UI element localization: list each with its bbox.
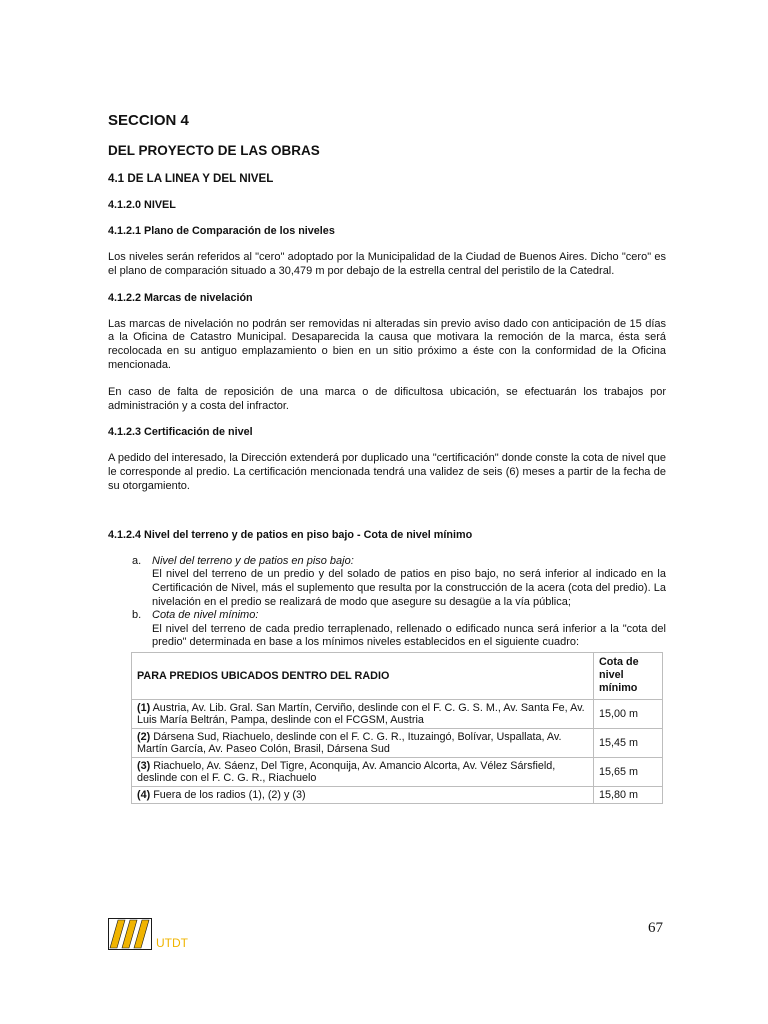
paragraph-marcas-1: Las marcas de nivelación no podrán ser removidas ni alteradas sin previo aviso dado con anticipación de 15 días a la Oficina de Catastro Municipal. Desaparecida la causa que motivara la remoción de la marca, ésta será recolocada en su antiguo emplazamiento o bien en un sitio próximo a éste con la conformidad de la Oficina mencionada. xyxy=(108,317,666,371)
row-description xyxy=(132,757,594,786)
row-number: (4) xyxy=(137,788,151,801)
spacer xyxy=(108,507,666,529)
paragraph-plano-comparacion: Los niveles serán referidos al "cero" adoptado por la Municipalidad de la Ciudad de Buenos Aires. Dicho "cero" es el plano de comparación situado a 30,479 m por debajo de la estrella central del peristilo de la Catedral. xyxy=(108,251,666,277)
footer-brand: UTDT xyxy=(156,936,188,950)
list-item-title: Nivel del terreno y de patios en piso bajo: xyxy=(152,554,354,567)
subsection-4-1-2-0-title: 4.1.2.0 NIVEL xyxy=(108,199,176,211)
subsection-4-1-2-1-title: 4.1.2.1 Plano de Comparación de los niveles xyxy=(108,225,335,237)
row-cota: 15,00 m xyxy=(594,699,663,728)
utdt-logo-icon xyxy=(108,918,152,950)
alpha-list xyxy=(108,555,666,650)
table-row xyxy=(132,757,663,786)
row-text: Dársena Sud, Riachuelo, deslinde con el F. C. G. R., Ituzaingó, Bolívar, Uspallata, Av. Martín García, Av. Paseo Colón, Brasil, Dársena Sud xyxy=(137,730,562,755)
document-page xyxy=(108,112,666,804)
subsection-4-1-2-4-title: 4.1.2.4 Nivel del terreno y de patios en piso bajo - Cota de nivel mínimo xyxy=(108,528,473,541)
cota-nivel-table xyxy=(131,652,663,804)
page-number: 67 xyxy=(648,920,663,936)
list-item-text: El nivel del terreno de cada predio terraplenado, rellenado o edificado nunca será inferior a la "cota del predio" determinada en base a los mínimos niveles establecidos en el siguiente cuadro: xyxy=(152,622,666,649)
list-marker: a. xyxy=(132,554,142,567)
row-cota: 15,65 m xyxy=(594,757,663,786)
paragraph-certificacion: A pedido del interesado, la Dirección extenderá por duplicado una "certificación" donde conste la cota de nivel que le corresponde al predio. La certificación mencionada tendrá una validez de seis (6) meses a partir de la fecha de su otorgamiento. xyxy=(108,452,666,492)
table-row xyxy=(132,728,663,757)
subsection-4-1-2-2-title: 4.1.2.2 Marcas de nivelación xyxy=(108,291,253,304)
row-cota: 15,45 m xyxy=(594,728,663,757)
row-description xyxy=(132,786,594,803)
list-item-text: El nivel del terreno de un predio y del solado de patios en piso bajo, no será inferior al indicado en la Certificación de Nivel, más el suplemento que resulta por la construcción de la acera (cota del predio). La nivelación en el predio se realizará de modo que asegure su desagüe a la vía pública; xyxy=(152,568,666,608)
row-number: (1) xyxy=(137,701,151,714)
table-header-row xyxy=(132,652,663,699)
list-item xyxy=(108,609,666,650)
paragraph-marcas-2: En caso de falta de reposición de una marca o de dificultosa ubicación, se efectuarán los trabajos por administración y a costa del infractor. xyxy=(108,385,666,412)
list-item xyxy=(108,555,666,609)
header-radio: PARA PREDIOS UBICADOS DENTRO DEL RADIO xyxy=(132,652,594,699)
header-cota: Cota de nivel mínimo xyxy=(594,652,663,699)
list-marker: b. xyxy=(132,609,142,622)
chapter-title: DEL PROYECTO DE LAS OBRAS xyxy=(108,143,320,158)
row-description xyxy=(132,728,594,757)
row-number: (2) xyxy=(137,730,151,743)
row-text: Riachuelo, Av. Sáenz, Del Tigre, Aconquija, Av. Amancio Alcorta, Av. Vélez Sársfield, deslinde con el F. C. G. R., Riachuelo xyxy=(137,759,556,784)
list-item-title: Cota de nivel mínimo: xyxy=(152,609,259,622)
row-description xyxy=(132,699,594,728)
section-title: SECCION 4 xyxy=(108,112,189,129)
table-row xyxy=(132,699,663,728)
row-number: (3) xyxy=(137,759,151,772)
row-text: Fuera de los radios (1), (2) y (3) xyxy=(153,788,306,801)
subsection-4-1-title: 4.1 DE LA LINEA Y DEL NIVEL xyxy=(108,172,274,185)
subsection-4-1-2-3-title: 4.1.2.3 Certificación de nivel xyxy=(108,426,253,439)
table-row xyxy=(132,786,663,803)
row-cota: 15,80 m xyxy=(594,786,663,803)
row-text: Austria, Av. Lib. Gral. San Martín, Cerviño, deslinde con el F. C. G. S. M., Av. Santa Fe, Av. Luis María Beltrán, Pampa, deslinde con el FCGSM, Austria xyxy=(137,701,585,726)
